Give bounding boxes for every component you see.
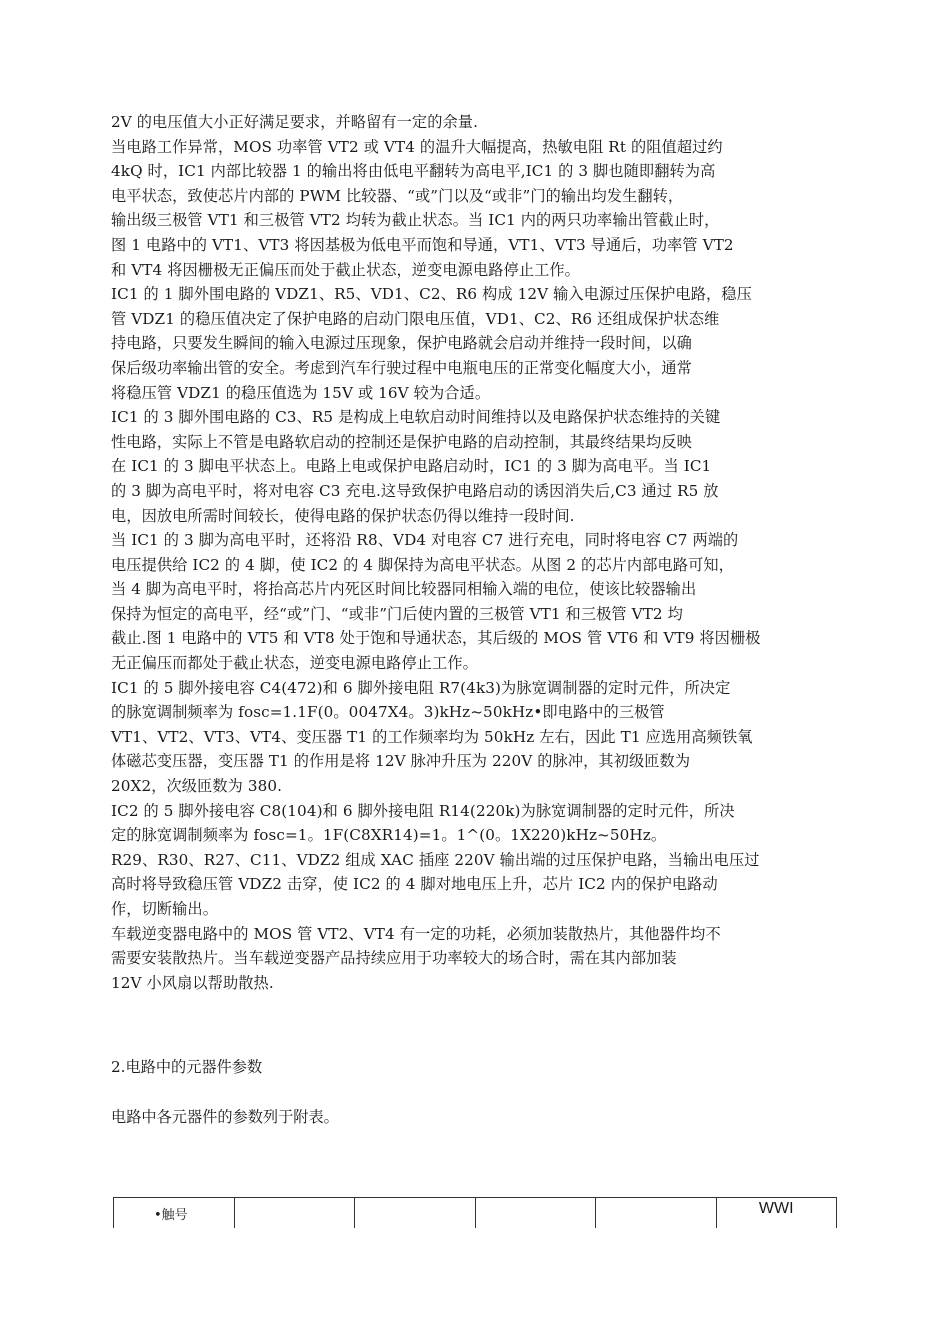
body-text — [111, 110, 841, 995]
table-cell: •触号 — [114, 1198, 235, 1229]
table-cell: WWI — [716, 1198, 837, 1229]
table-cell — [355, 1198, 476, 1229]
text-line: 在 IC1 的 3 脚电平状态上。电路上电或保护电路启动时，IC1 的 3 脚为高电平。当 IC1 — [111, 457, 712, 476]
text-line: 截止.图 1 电路中的 VT5 和 VT8 处于饱和导通状态，其后级的 MOS 管 VT6 和 VT9 将因栅极 — [111, 629, 761, 648]
text-line: 4kQ 时，IC1 内部比较器 1 的输出将由低电平翻转为高电平,IC1 的 3 脚也随即翻转为高 — [111, 162, 716, 181]
paragraph — [111, 848, 841, 922]
text-line: 需要安装散热片。当车载逆变器产品持续应用于功率较大的场合时，需在其内部加装 — [111, 949, 677, 968]
text-line: 性电路，实际上不管是电路软启动的控制还是保护电路的启动控制，其最终结果均反映 — [111, 432, 692, 451]
section-intro-text: 电路中各元器件的参数列于附表。 — [111, 1108, 339, 1126]
text-line: 的脉宽调制频率为 fosc=1.1F(0。0047X4。3)kHz~50kHz•即电路中的三极管 — [111, 703, 665, 722]
text-line: 保持为恒定的高电平，经“或”门、“或非”门后使内置的三极管 VT1 和三极管 VT2 均 — [111, 604, 683, 623]
text-line: 车载逆变器电路中的 MOS 管 VT2、VT4 有一定的功耗，必须加装散热片，其他器件均不 — [111, 924, 721, 943]
paragraph — [111, 676, 841, 799]
text-line: 的 3 脚为高电平时，将对电容 C3 充电.这导致保护电路启动的诱因消失后,C3 通过 R5 放 — [111, 481, 719, 500]
text-line: 电压提供给 IC2 的 4 脚，使 IC2 的 4 脚保持为高电平状态。从图 2 的芯片内部电路可知， — [111, 555, 734, 574]
text-line: 作，切断输出。 — [111, 900, 219, 918]
text-line: 12V 小风扇以帮助散热. — [111, 973, 274, 992]
text-line: 高时将导致稳压管 VDZ2 击穿，使 IC2 的 4 脚对地电压上升，芯片 IC2 内的保护电路动 — [111, 875, 718, 894]
text-line: 输出级三极管 VT1 和三极管 VT2 均转为截止状态。当 IC1 内的两只功率输出管截止时， — [111, 211, 720, 230]
paragraph — [111, 922, 841, 996]
text-line: 无正偏压而都处于截止状态，逆变电源电路停止工作。 — [111, 654, 478, 673]
text-line: 持电路，只要发生瞬间的输入电源过压现象，保护电路就会启动并维持一段时间，以确 — [111, 334, 692, 353]
text-line: IC1 的 1 脚外围电路的 VDZ1、R5、VD1、C2、R6 构成 12V 输入电源过压保护电路，稳压 — [111, 285, 752, 304]
text-line: 管 VDZ1 的稳压值决定了保护电路的启动门限电压值，VD1、C2、R6 还组成保护状态维 — [111, 309, 720, 328]
text-line: 图 1 电路中的 VT1、VT3 将因基极为低电平而饱和导通，VT1、VT3 导通后，功率管 VT2 — [111, 235, 734, 254]
text-line: R29、R30、R27、C11、VDZ2 组成 XAC 插座 220V 输出端的过压保护电路，当输出电压过 — [111, 850, 760, 869]
text-line: 定的脉宽调制频率为 fosc=1。1F(C8XR14)=1。1^(0。1X220)kHz~50Hz。 — [111, 826, 667, 845]
paragraph — [111, 528, 841, 676]
paragraph — [111, 135, 841, 283]
text-line: IC1 的 5 脚外接电容 C4(472)和 6 脚外接电阻 R7(4k3)为脉宽调制器的定时元件，所决定 — [111, 678, 731, 697]
text-line: IC2 的 5 脚外接电容 C8(104)和 6 脚外接电阻 R14(220k)为脉宽调制器的定时元件，所决 — [111, 801, 735, 820]
text-line: 保后级功率输出管的安全。考虑到汽车行驶过程中电瓶电压的正常变化幅度大小，通常 — [111, 358, 692, 377]
text-line: 当电路工作异常，MOS 功率管 VT2 或 VT4 的温升大幅提高，热敏电阻 Rt 的阻值超过约 — [111, 137, 723, 156]
paragraph — [111, 110, 841, 135]
text-line: 和 VT4 将因栅极无正偏压而处于截止状态，逆变电源电路停止工作。 — [111, 260, 580, 279]
table-row — [114, 1198, 837, 1229]
section-heading: 2.电路中的元器件参数 — [111, 1058, 263, 1076]
text-line: VT1、VT2、VT3、VT4、变压器 T1 的工作频率均为 50kHz 左右，因此 T1 应选用高频铁氧 — [111, 727, 753, 746]
text-line: 20X2，次级匝数为 380. — [111, 777, 283, 796]
text-line: 体磁芯变压器，变压器 T1 的作用是将 12V 脉冲升压为 220V 的脉冲，其初级匝数为 — [111, 752, 691, 771]
text-line: 2V 的电压值大小正好满足要求，并略留有一定的余量. — [111, 113, 479, 131]
paragraph — [111, 799, 841, 848]
parameter-table — [113, 1197, 837, 1228]
text-line: 电，因放电所需时间较长，使得电路的保护状态仍得以维持一段时间. — [111, 506, 575, 525]
paragraph — [111, 405, 841, 528]
table-cell — [596, 1198, 717, 1229]
text-line: 当 IC1 的 3 脚为高电平时，还将沿 R8、VD4 对电容 C7 进行充电，同时将电容 C7 两端的 — [111, 531, 739, 550]
text-line: 将稳压管 VDZ1 的稳压值选为 15V 或 16V 较为合适。 — [111, 383, 491, 402]
table-cell — [234, 1198, 355, 1229]
text-line: IC1 的 3 脚外围电路的 C3、R5 是构成上电软启动时间维持以及电路保护状态维持的关键 — [111, 408, 721, 427]
text-line: 电平状态，致使芯片内部的 PWM 比较器、“或”门以及“或非”门的输出均发生翻转， — [111, 186, 684, 205]
table-cell — [475, 1198, 596, 1229]
text-line: 当 4 脚为高电平时，将抬高芯片内死区时间比较器同相输入端的电位，使该比较器输出 — [111, 580, 697, 599]
paragraph — [111, 282, 841, 405]
